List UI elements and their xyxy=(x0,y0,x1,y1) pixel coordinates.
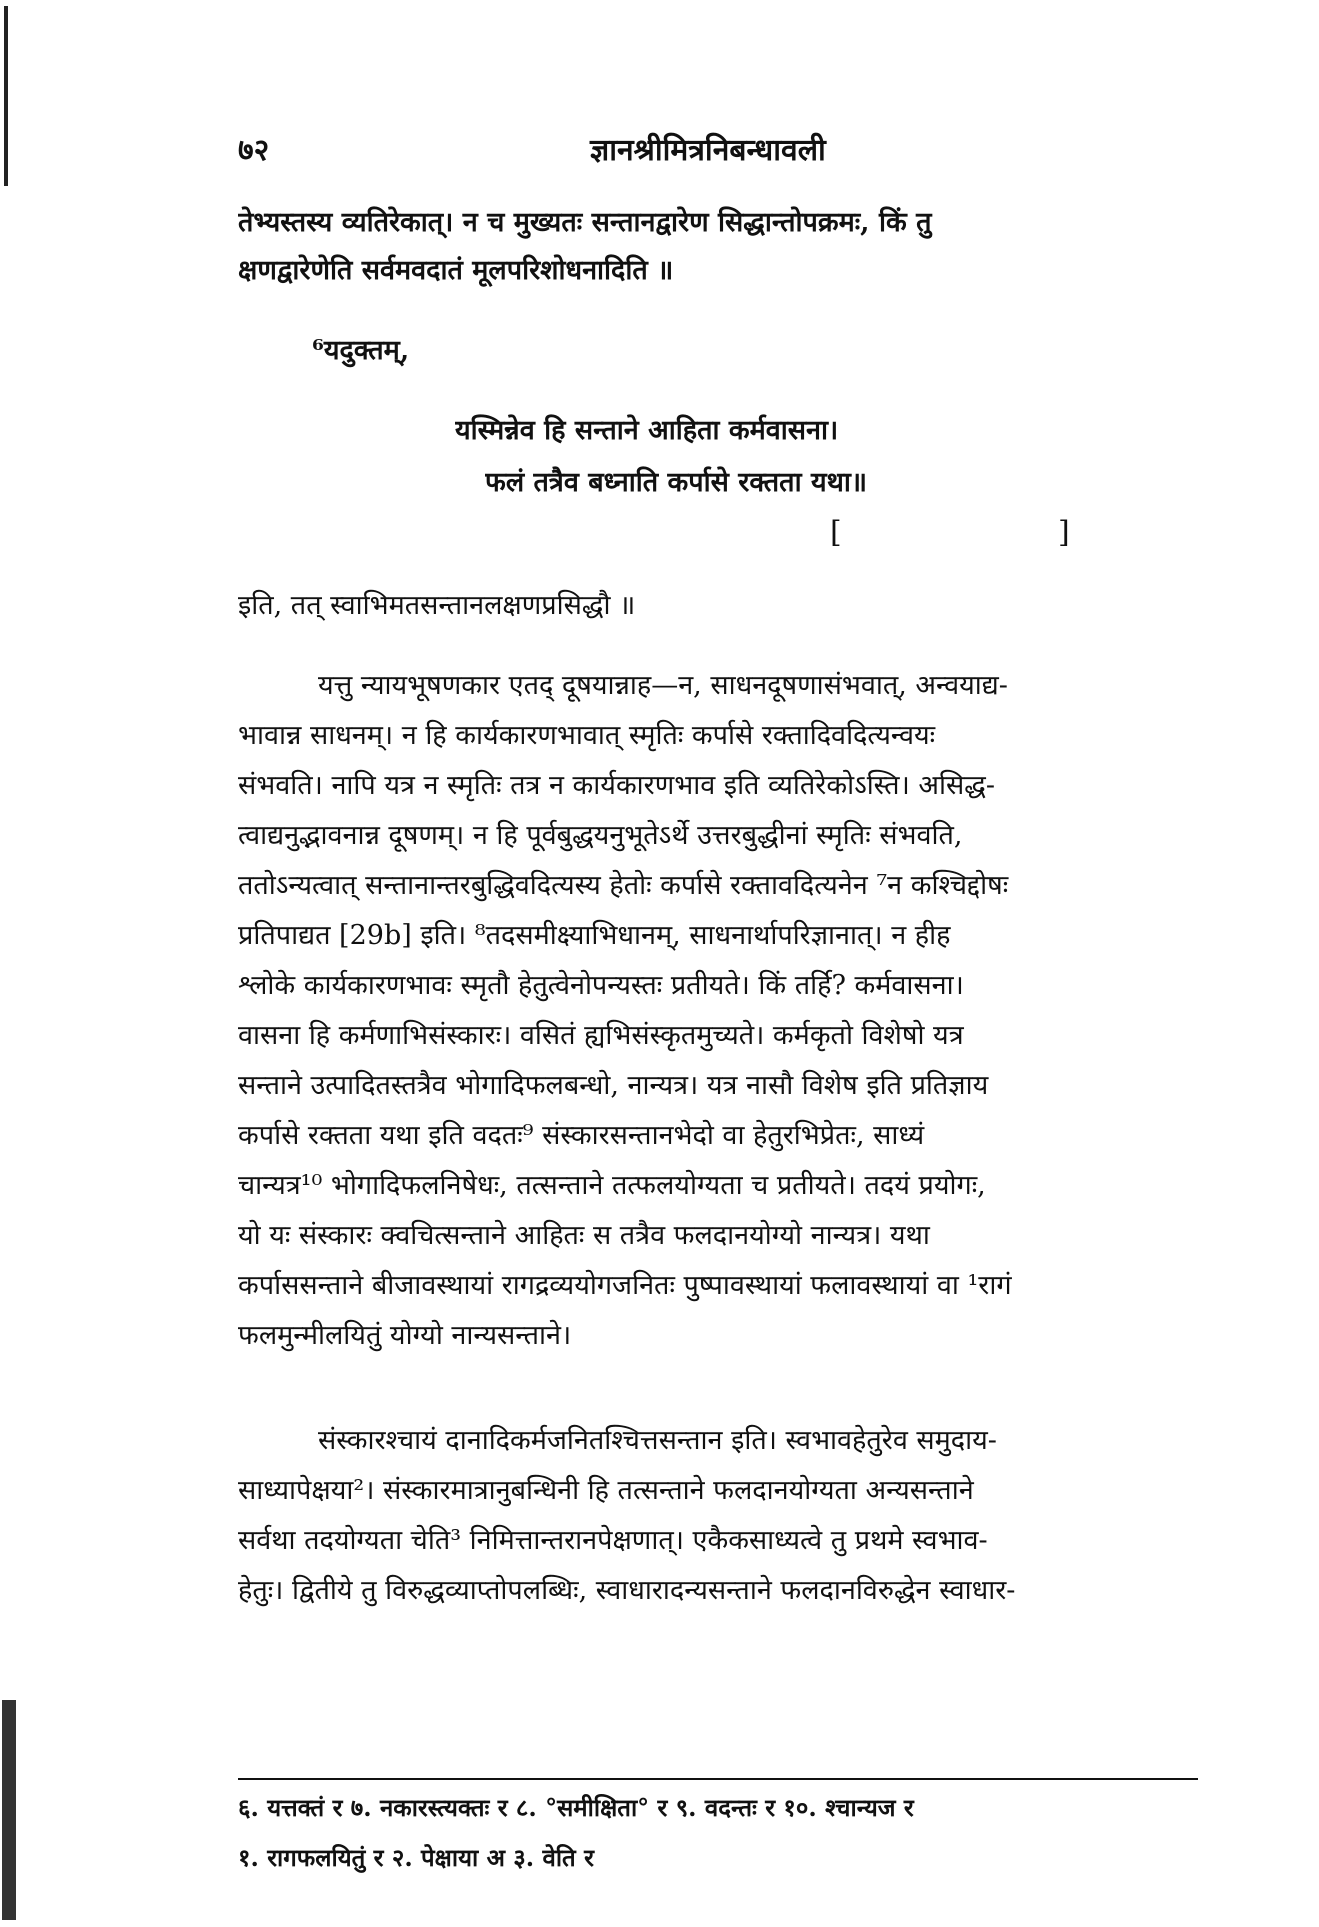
text-line: सन्ताने उत्पादितस्तत्रैव भोगादिफलबन्धो, नान्यत्र। यत्र नासौ विशेष इति प्रतिज्ञाय xyxy=(238,1070,989,1101)
text-line: त्वाद्यनुद्भावनान्न दूषणम्। न हि पूर्वबुद्धयनुभूतेऽर्थे उत्तरबुद्धीनां स्मृतिः संभवति, xyxy=(238,820,963,851)
text-line: ततोऽन्यत्वात् सन्तानान्तरबुद्धिवदित्यस्य हेतोः कर्पासे रक्तावदित्यनेन ⁷न कश्चिद्दोषः xyxy=(238,870,1009,901)
open-bracket: [ xyxy=(830,515,842,550)
text-line: कर्पाससन्ताने बीजावस्थायां रागद्रव्ययोगजनितः पुष्पावस्थायां फलावस्थायां वा ¹रागं xyxy=(238,1270,1012,1301)
text-line: वासना हि कर्मणाभिसंस्कारः। वसितं ह्यभिसंस्कृतमुच्यते। कर्मकृतो विशेषो यत्र xyxy=(238,1020,964,1051)
text-line: संभवति। नापि यत्र न स्मृतिः तत्र न कार्यकारणभाव इति व्यतिरेकोऽस्ति। असिद्ध- xyxy=(238,770,995,801)
text-line: यो यः संस्कारः क्वचित्सन्ताने आहितः स तत्रैव फलदानयोग्यो नान्यत्र। यथा xyxy=(238,1220,930,1251)
text-line: सर्वथा तदयोग्यता चेति³ निमित्तान्तरानपेक्षणात्। एकैकसाध्यत्वे तु प्रथमे स्वभाव- xyxy=(238,1525,988,1556)
verse-line: फलं तत्रैव बध्नाति कर्पासे रक्तता यथा॥ xyxy=(485,467,868,498)
text-line: प्रतिपाद्यत [29b] इति। ⁸तदसमीक्ष्याभिधानम्, साधनार्थापरिज्ञानात्। न हीह xyxy=(238,920,951,951)
text-line: संस्कारश्चायं दानादिकर्मजनितश्चित्तसन्तान इति। स्वभावहेतुरेव समुदाय- xyxy=(318,1425,997,1456)
text-line: क्षणद्वारेणेति सर्वमवदातं मूलपरिशोधनादिति ॥ xyxy=(238,255,674,286)
text-line: कर्पासे रक्तता यथा इति वदतः⁹ संस्कारसन्तानभेदो वा हेतुरभिप्रेतः, साध्यं xyxy=(238,1120,925,1151)
scan-edge-mark xyxy=(4,6,8,186)
text-line: भावान्न साधनम्। न हि कार्यकारणभावात् स्मृतिः कर्पासे रक्तादिवदित्यन्वयः xyxy=(238,720,936,751)
text-line: श्लोके कार्यकारणभावः स्मृतौ हेतुत्वेनोपन्यस्तः प्रतीयते। किं तर्हि? कर्मवासना। xyxy=(238,970,964,1001)
footnote-line: १. रागफलयितुं र २. पेक्षाया अ ३. वेति र xyxy=(238,1843,594,1872)
verse-line: यस्मिन्नेव हि सन्ताने आहिता कर्मवासना। xyxy=(455,415,839,446)
page-number: ७२ xyxy=(238,133,270,168)
text-line: चान्यत्र¹⁰ भोगादिफलनिषेधः, तत्सन्ताने तत्फलयोग्यता च प्रतीयते। तदयं प्रयोगः, xyxy=(238,1170,986,1201)
text-line: फलमुन्मीलयितुं योग्यो नान्यसन्ताने। xyxy=(238,1320,572,1351)
text-line: हेतुः। द्वितीये तु विरुद्धव्याप्तोपलब्धिः, स्वाधारादन्यसन्ताने फलदानविरुद्धेन स्वाधार- xyxy=(238,1575,1016,1606)
close-bracket: ] xyxy=(1058,515,1070,550)
scan-edge-mark xyxy=(2,1700,16,1920)
text-line: यत्तु न्यायभूषणकार एतद् दूषयान्नाह—न, साधनदूषणासंभवात्, अन्वयाद्य- xyxy=(318,670,1008,701)
iti-line: इति, तत् स्वाभिमतसन्तानलक्षणप्रसिद्धौ ॥ xyxy=(238,590,636,621)
footnote-rule xyxy=(238,1778,1198,1780)
running-title: ज्ञानश्रीमित्रनिबन्धावली xyxy=(590,133,826,168)
text-line: साध्यापेक्षया²। संस्कारमात्रानुबन्धिनी हि तत्सन्ताने फलदानयोग्यता अन्यसन्ताने xyxy=(238,1475,974,1506)
quote-intro: ⁶यदुक्तम्, xyxy=(312,335,410,366)
footnote-line: ६. यत्तक्तं र ७. नकारस्त्यक्तः र ८. °समीक्षिता° र ९. वदन्तः र १०. श्चान्यज र xyxy=(238,1793,914,1822)
text-line: तेभ्यस्तस्य व्यतिरेकात्। न च मुख्यतः सन्तानद्वारेण सिद्धान्तोपक्रमः, किं तु xyxy=(238,207,932,238)
